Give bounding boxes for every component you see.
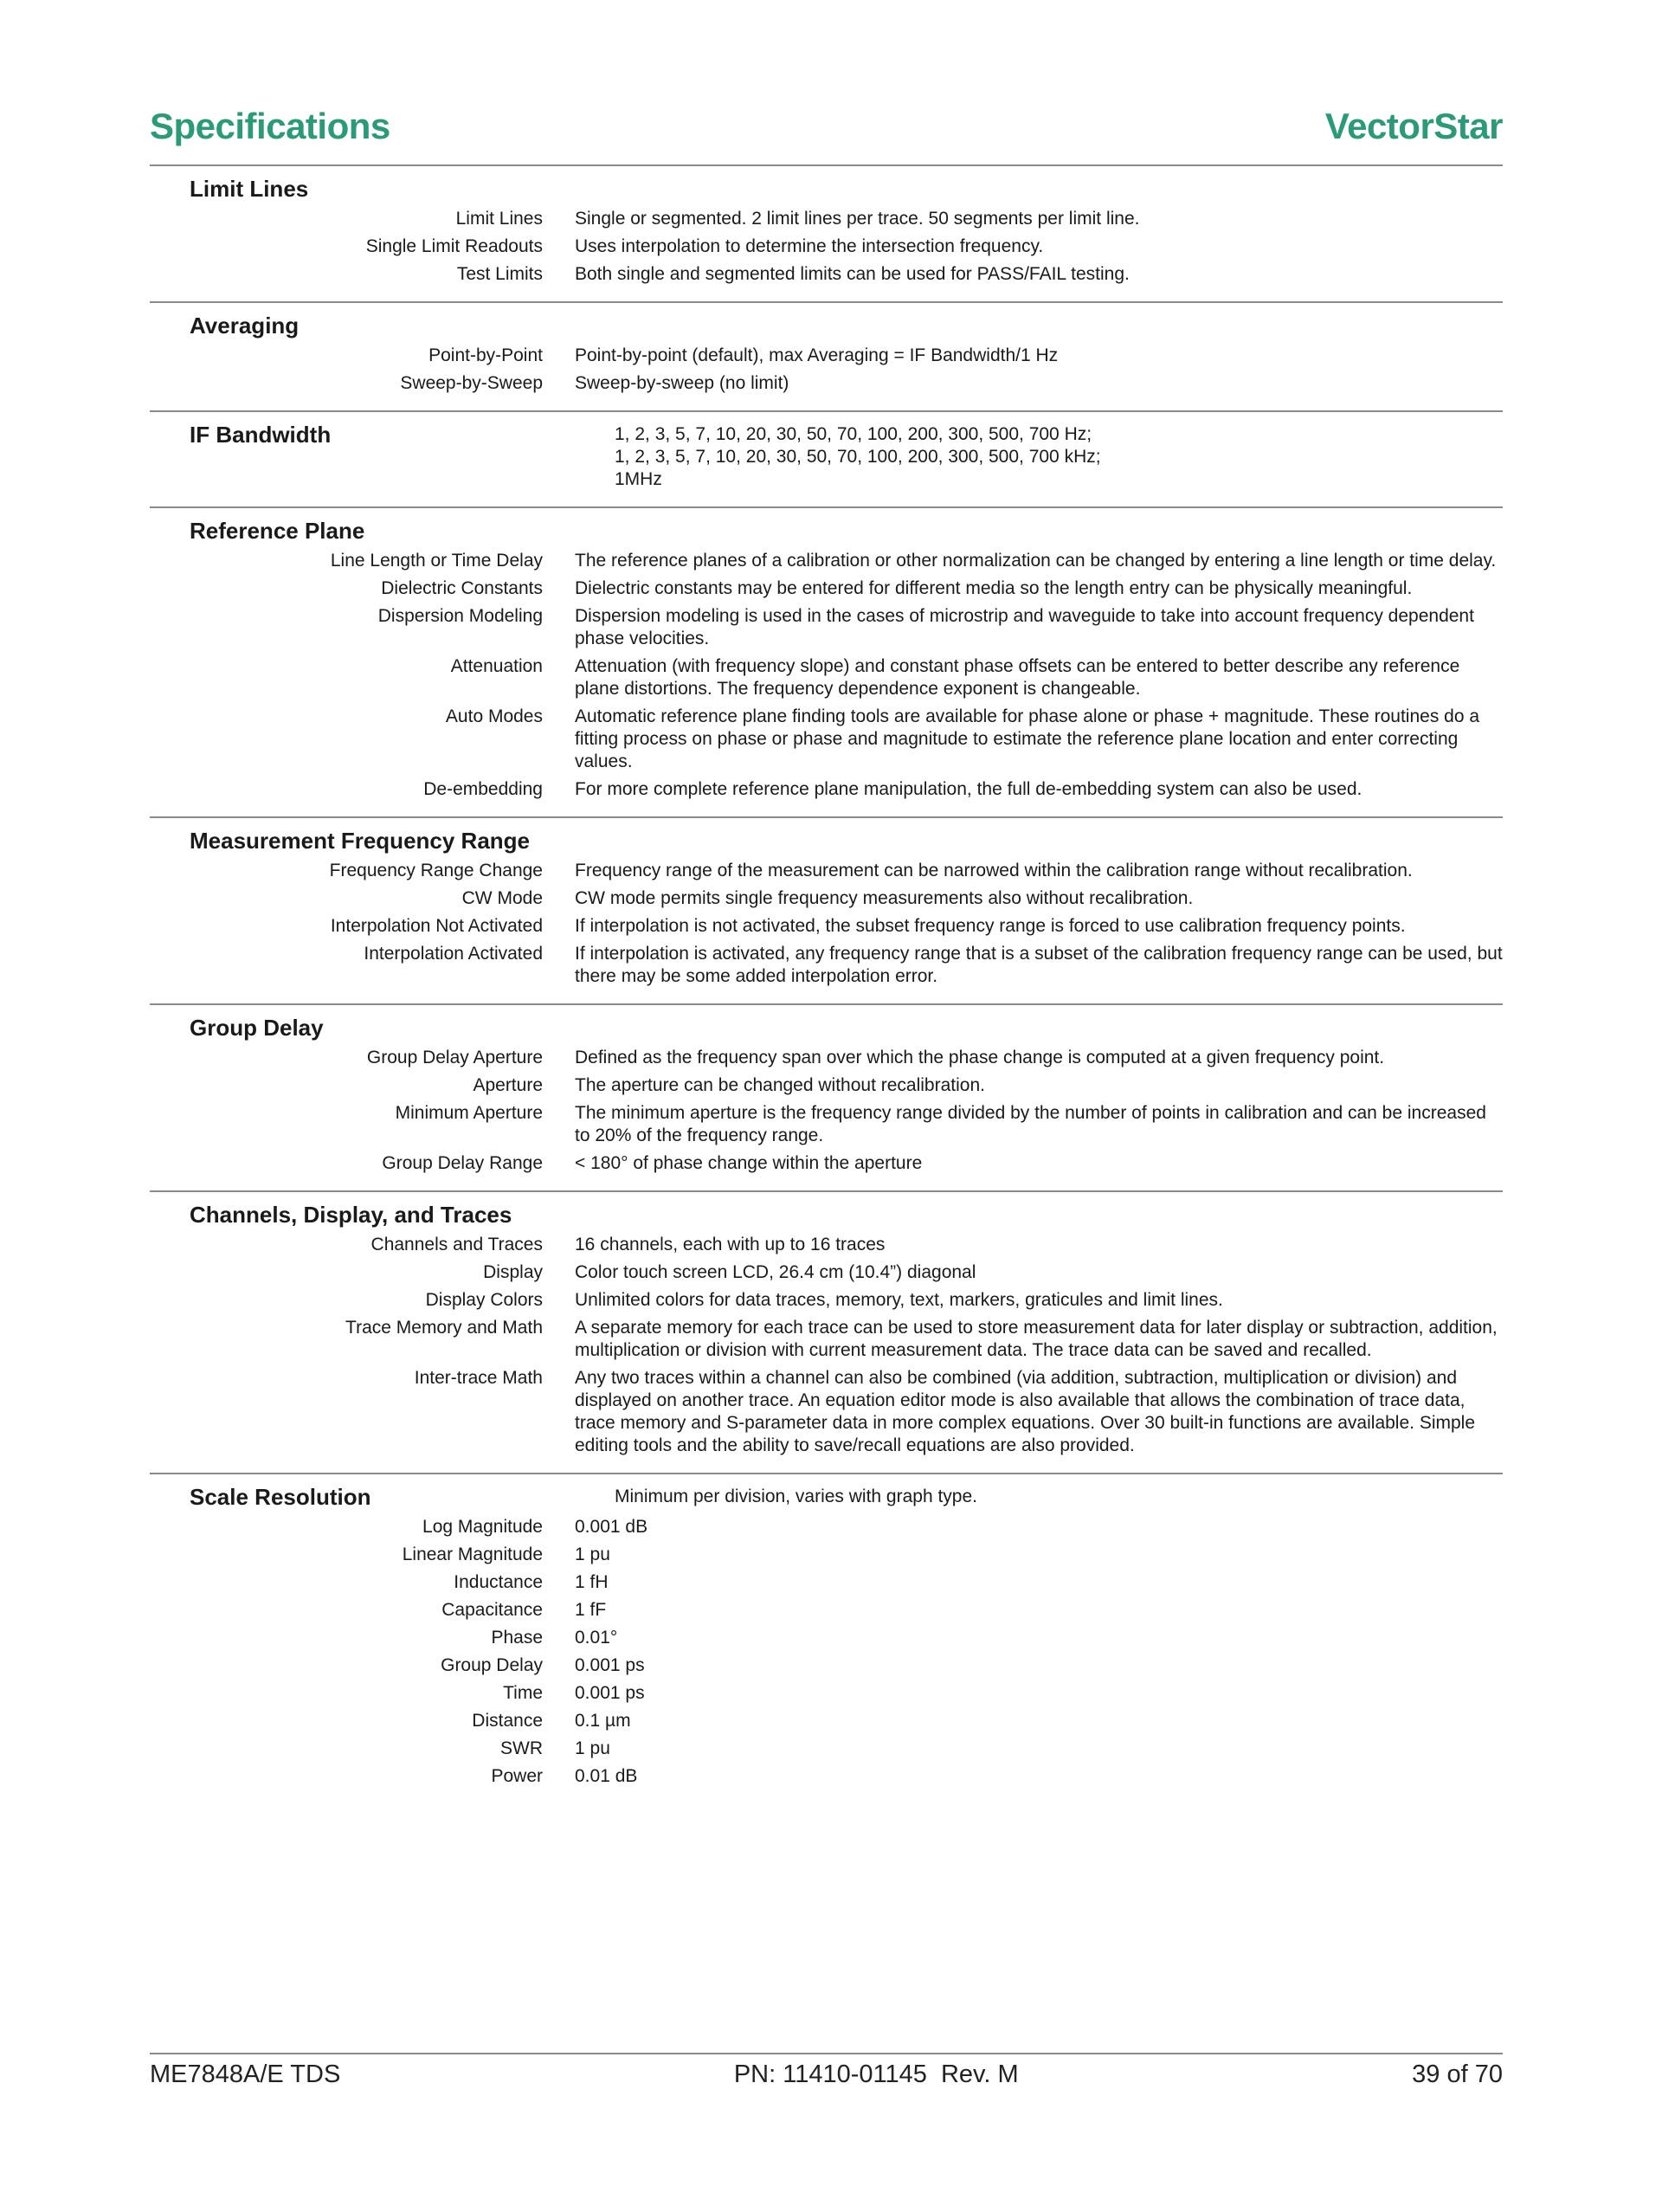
section-title: Scale Resolution <box>190 1484 371 1510</box>
spec-value: 0.01° <box>575 1628 618 1648</box>
spec-label: Phase <box>491 1628 543 1648</box>
spec-row <box>150 1765 1503 1788</box>
spec-value: Point-by-point (default), max Averaging = IF Bandwidth/1 Hz <box>575 345 1059 365</box>
spec-row <box>150 577 1503 600</box>
spec-value: 1 fH <box>575 1572 609 1592</box>
spec-label: Log Magnitude <box>422 1517 543 1537</box>
spec-value: 0.1 µm <box>575 1711 631 1731</box>
spec-value: Sweep-by-sweep (no limit) <box>575 373 789 393</box>
spec-value: 0.001 ps <box>575 1683 645 1703</box>
spec-label: Group Delay <box>441 1655 543 1675</box>
description-line: 1MHz <box>615 469 662 489</box>
spec-row <box>150 345 1503 367</box>
spec-value: 0.001 dB <box>575 1517 648 1537</box>
section-header <box>150 175 1503 203</box>
spec-row <box>150 860 1503 882</box>
spec-row <box>150 706 1503 773</box>
spec-label: Display <box>483 1262 543 1282</box>
spec-row <box>150 1571 1503 1594</box>
spec-label: Single Limit Readouts <box>365 236 543 256</box>
spec-value: Frequency range of the measurement can be narrowed within the calibration range without recalibration. <box>575 861 1413 880</box>
spec-row <box>150 1261 1503 1284</box>
description-line: 1, 2, 3, 5, 7, 10, 20, 30, 50, 70, 100, 200, 300, 500, 700 Hz; <box>615 424 1092 444</box>
spec-value: The minimum aperture is the frequency range divided by the number of points in calibration and can be increased to 20% of the frequency range. <box>575 1103 1486 1145</box>
spec-section <box>150 164 1503 301</box>
spec-label: Interpolation Activated <box>364 944 543 964</box>
spec-value: For more complete reference plane manipulation, the full de-embedding system can also be used. <box>575 779 1362 799</box>
spec-row <box>150 1627 1503 1649</box>
spec-section <box>150 506 1503 816</box>
section-header <box>150 312 1503 339</box>
spec-value: Single or segmented. 2 limit lines per trace. 50 segments per limit line. <box>575 209 1140 229</box>
spec-value: If interpolation is not activated, the subset frequency range is forced to use calibration frequency points. <box>575 916 1406 936</box>
spec-label: Frequency Range Change <box>329 861 543 880</box>
spec-value: A separate memory for each trace can be used to store measurement data for later display or subtraction, addition, multiplication or division with current measurement data. The trace data can be saved and recalled. <box>575 1318 1498 1360</box>
spec-label: Display Colors <box>425 1290 543 1310</box>
spec-row <box>150 1738 1503 1760</box>
spec-row <box>150 1710 1503 1732</box>
spec-value: Automatic reference plane finding tools are available for phase alone or phase + magnitude. These routines do a fitting process on phase or phase and magnitude to estimate the reference plane location and enter correcting values. <box>575 706 1480 771</box>
page-title: Specifications <box>150 106 390 146</box>
spec-row <box>150 943 1503 988</box>
spec-row <box>150 1654 1503 1677</box>
spec-label: CW Mode <box>461 888 543 908</box>
section-title: IF Bandwidth <box>190 422 332 448</box>
section-title: Reference Plane <box>190 518 365 544</box>
spec-label: Attenuation <box>450 656 543 676</box>
spec-row <box>150 1047 1503 1069</box>
spec-value: 16 channels, each with up to 16 traces <box>575 1235 886 1254</box>
spec-label: Inter-trace Math <box>414 1368 543 1388</box>
spec-label: Distance <box>472 1711 543 1731</box>
spec-row <box>150 1367 1503 1457</box>
spec-label: Power <box>491 1766 543 1786</box>
spec-label: Trace Memory and Math <box>345 1318 543 1338</box>
spec-row <box>150 1102 1503 1147</box>
spec-value: 1 pu <box>575 1738 610 1758</box>
spec-label: Interpolation Not Activated <box>330 916 543 936</box>
spec-row <box>150 1317 1503 1362</box>
spec-value: Both single and segmented limits can be used for PASS/FAIL testing. <box>575 264 1130 284</box>
spec-value: Color touch screen LCD, 26.4 cm (10.4”) diagonal <box>575 1262 976 1282</box>
spec-label: Auto Modes <box>445 706 543 726</box>
spec-value: < 180° of phase change within the aperture <box>575 1153 923 1173</box>
section-header <box>150 827 1503 854</box>
page-header <box>150 102 1503 151</box>
spec-value: Dispersion modeling is used in the cases of microstrip and waveguide to take into account frequency dependent phase velocities. <box>575 606 1474 648</box>
spec-value: 1 pu <box>575 1545 610 1564</box>
product-name: VectorStar <box>1324 106 1503 146</box>
spec-row <box>150 263 1503 286</box>
document-id: ME7848A/E TDS <box>150 2060 341 2088</box>
spec-value: Uses interpolation to determine the intersection frequency. <box>575 236 1044 256</box>
spec-row <box>150 1682 1503 1705</box>
spec-label: Time <box>503 1683 543 1703</box>
section-description: Minimum per division, varies with graph type. <box>615 1486 977 1506</box>
spec-row <box>150 778 1503 801</box>
spec-label: Minimum Aperture <box>395 1103 543 1123</box>
spec-value: Attenuation (with frequency slope) and constant phase offsets can be entered to better describe any reference plane distortions. The frequency dependence exponent is changeable. <box>575 656 1460 699</box>
page-number: 39 of 70 <box>1412 2060 1503 2088</box>
spec-row <box>150 887 1503 910</box>
section-header <box>150 1201 1503 1229</box>
spec-label: Point-by-Point <box>428 345 543 365</box>
section-description <box>575 421 1101 491</box>
spec-section <box>150 1473 1503 1803</box>
spec-value: CW mode permits single frequency measurements also without recalibration. <box>575 888 1194 908</box>
spec-value: Any two traces within a channel can also be combined (via addition, subtraction, multiplication or division) and displayed on another trace. An equation editor mode is also available that allows the combination of trace data, trace memory and S-parameter data in more complex equations. Over 30 built-in functions are available. Simple editing tools and the ability to save/recall equations are also provided. <box>575 1368 1476 1455</box>
section-title: Group Delay <box>190 1015 324 1041</box>
spec-section <box>150 410 1503 506</box>
spec-value: 0.01 dB <box>575 1766 638 1786</box>
spec-label: Line Length or Time Delay <box>330 551 543 571</box>
spec-row <box>150 605 1503 650</box>
spec-label: Aperture <box>473 1075 543 1095</box>
section-header <box>150 1483 1503 1511</box>
spec-value: Dielectric constants may be entered for different media so the length entry can be physically meaningful. <box>575 578 1413 598</box>
spec-value: 0.001 ps <box>575 1655 645 1675</box>
spec-label: Capacitance <box>441 1600 543 1620</box>
spec-label: Group Delay Range <box>382 1153 543 1173</box>
section-title: Limit Lines <box>190 176 309 202</box>
spec-label: Linear Magnitude <box>402 1545 543 1564</box>
spec-section <box>150 1003 1503 1190</box>
spec-row <box>150 1289 1503 1312</box>
spec-label: Group Delay Aperture <box>366 1048 543 1067</box>
spec-label: Dielectric Constants <box>381 578 543 598</box>
spec-value: The aperture can be changed without recalibration. <box>575 1075 985 1095</box>
spec-row <box>150 550 1503 572</box>
spec-label: Sweep-by-Sweep <box>400 373 543 393</box>
spec-row <box>150 1234 1503 1256</box>
section-header <box>150 1014 1503 1042</box>
page-footer <box>150 2057 1503 2092</box>
spec-row <box>150 372 1503 395</box>
spec-label: Limit Lines <box>455 209 543 229</box>
spec-section <box>150 816 1503 1003</box>
spec-row <box>150 915 1503 938</box>
spec-value: If interpolation is activated, any frequency range that is a subset of the calibration frequency range can be used, but there may be some added interpolation error. <box>575 944 1503 986</box>
footer-divider <box>150 2053 1503 2054</box>
spec-value: The reference planes of a calibration or other normalization can be changed by entering a line length or time delay. <box>575 551 1497 571</box>
spec-label: Channels and Traces <box>370 1235 543 1254</box>
section-title: Channels, Display, and Traces <box>190 1202 512 1228</box>
spec-row <box>150 655 1503 700</box>
spec-section <box>150 1190 1503 1473</box>
spec-row <box>150 1544 1503 1566</box>
spec-row <box>150 1152 1503 1175</box>
section-title: Measurement Frequency Range <box>190 828 531 854</box>
spec-section <box>150 301 1503 410</box>
spec-row <box>150 1074 1503 1097</box>
spec-table <box>150 164 1503 1803</box>
description-line: 1, 2, 3, 5, 7, 10, 20, 30, 50, 70, 100, 200, 300, 500, 700 kHz; <box>615 447 1101 467</box>
spec-row <box>150 235 1503 258</box>
spec-label: De-embedding <box>423 779 543 799</box>
spec-row <box>150 1516 1503 1538</box>
spec-value: Defined as the frequency span over which the phase change is computed at a given frequency point. <box>575 1048 1385 1067</box>
section-title: Averaging <box>190 313 300 339</box>
spec-label: SWR <box>500 1738 543 1758</box>
spec-row <box>150 1599 1503 1622</box>
spec-value: Unlimited colors for data traces, memory, text, markers, graticules and limit lines. <box>575 1290 1223 1310</box>
spec-row <box>150 208 1503 230</box>
section-header <box>150 517 1503 545</box>
part-number: PN: 11410-01145 Rev. M <box>733 2060 1019 2088</box>
spec-label: Test Limits <box>456 264 543 284</box>
spec-value: 1 fF <box>575 1600 607 1620</box>
spec-label: Inductance <box>454 1572 543 1592</box>
spec-label: Dispersion Modeling <box>377 606 543 626</box>
section-header <box>150 421 1503 491</box>
